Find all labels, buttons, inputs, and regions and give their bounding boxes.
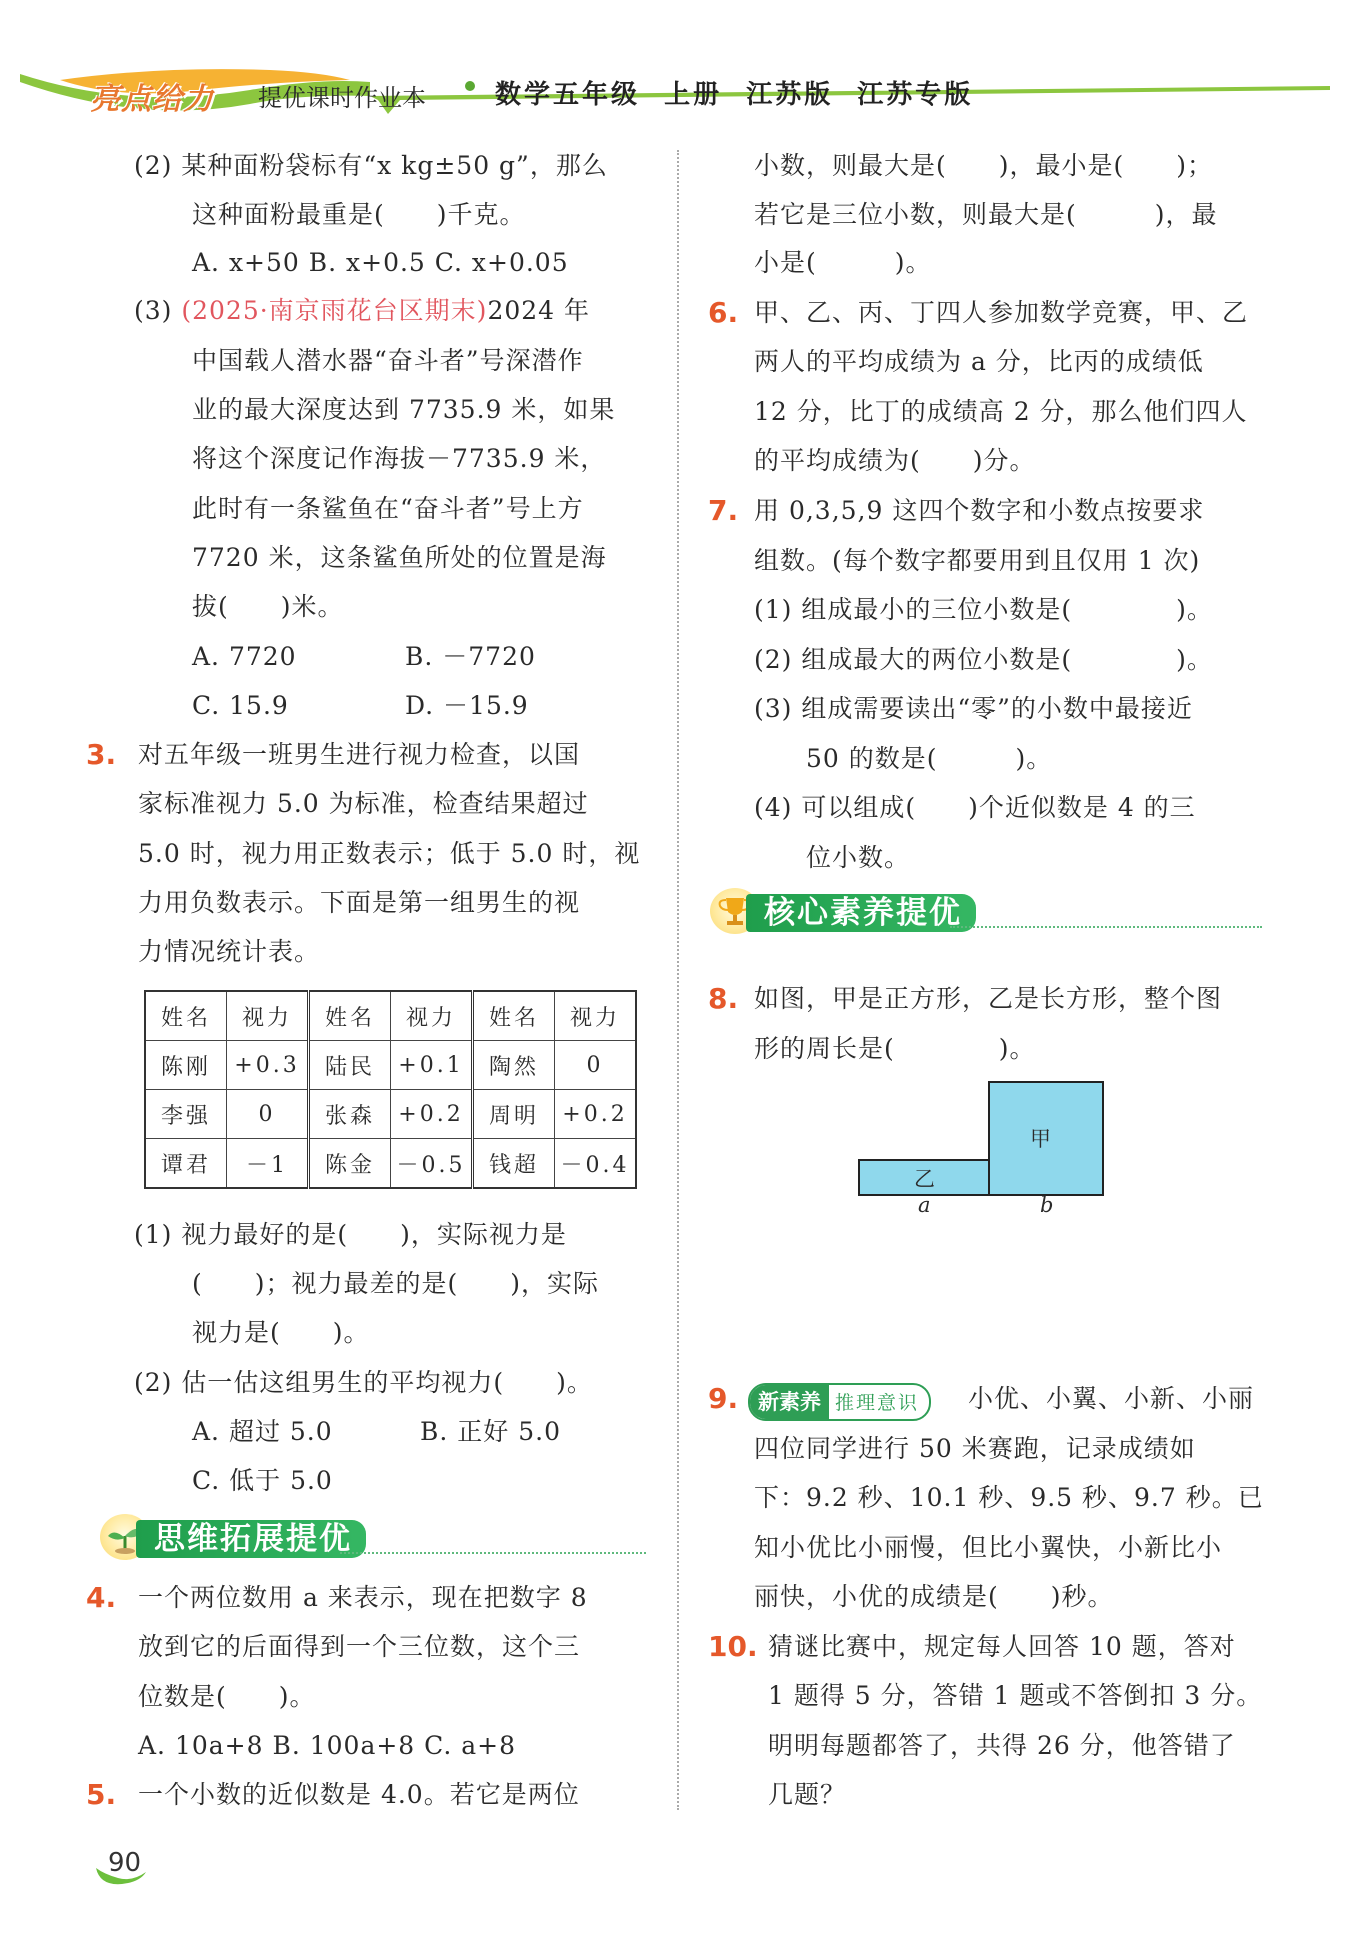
q3-number: 3. xyxy=(86,738,117,771)
q6-line1: 甲、乙、丙、丁四人参加数学竞赛，甲、乙 xyxy=(754,298,1249,327)
q3-option-a: A. 超过 5.0 xyxy=(192,1417,333,1446)
table-cell: 李强 xyxy=(145,1090,227,1139)
q2-3-option-a: A. 7720 xyxy=(192,642,297,671)
q2-3-source-tag: (2025·南京雨花台区期末) xyxy=(181,296,488,325)
q3-line4: 力用负数表示。下面是第一组男生的视 xyxy=(138,888,581,917)
section-title: 思维拓展提优 xyxy=(136,1520,366,1558)
table-cell: 陈金 xyxy=(309,1139,391,1189)
q2-3-line1 xyxy=(134,296,590,326)
table-row xyxy=(145,1090,636,1139)
banner-dotted-line xyxy=(950,926,1262,928)
q7-sub2: (2) 组成最大的两位小数是( )。 xyxy=(754,645,1213,674)
q8-line1: 如图，甲是正方形，乙是长方形，整个图 xyxy=(754,984,1223,1013)
q3-option-b: B. 正好 5.0 xyxy=(420,1417,561,1446)
table-cell: +0.2 xyxy=(391,1090,473,1139)
badge-main-text: 新素养 xyxy=(750,1385,829,1419)
table-header-row xyxy=(145,991,636,1041)
q7-line1: 用 0,3,5,9 这四个数字和小数点按要求 xyxy=(754,496,1205,525)
brand-logo-text: 亮点给力 xyxy=(90,82,214,117)
q10-line3: 明明每题都答了，共得 26 分，他答错了 xyxy=(768,1731,1236,1760)
section-banner-core xyxy=(710,888,1260,936)
q2-3-line3: 业的最大深度达到 7735.9 米，如果 xyxy=(192,395,616,424)
table-cell: +0.2 xyxy=(555,1090,637,1139)
q10-line1: 猜谜比赛中，规定每人回答 10 题，答对 xyxy=(768,1632,1236,1661)
q6-line2: 两人的平均成绩为 a 分，比丙的成绩低 xyxy=(754,347,1204,376)
q2-3-line2: 中国载人潜水器“奋斗者”号深潜作 xyxy=(192,346,584,375)
q9-line4: 知小优比小丽慢，但比小翼快，小新比小 xyxy=(754,1533,1223,1562)
q2-3-line6: 7720 米，这条鲨鱼所处的位置是海 xyxy=(192,543,607,572)
page-header xyxy=(20,60,1330,130)
table-header-cell: 视力 xyxy=(555,991,637,1041)
table-cell: －0.5 xyxy=(391,1139,473,1189)
q2-3-line7: 拔( )米。 xyxy=(192,592,344,621)
table-header-cell: 姓名 xyxy=(309,991,391,1041)
table-cell: －0.4 xyxy=(555,1139,637,1189)
label-yi: 乙 xyxy=(914,1167,935,1191)
series-subtitle: 提优课时作业本 xyxy=(258,84,426,112)
table-cell: 周明 xyxy=(473,1090,555,1139)
q6-number: 6. xyxy=(708,296,739,329)
q3-line2: 家标准视力 5.0 为标准，检查结果超过 xyxy=(138,789,589,818)
q9-number: 9. xyxy=(708,1382,739,1415)
table-cell: 0 xyxy=(227,1090,309,1139)
q8-number: 8. xyxy=(708,982,739,1015)
q4-number: 4. xyxy=(86,1581,117,1614)
q3-line5: 力情况统计表。 xyxy=(138,937,321,966)
label-b: b xyxy=(1040,1193,1054,1217)
q2-3-prefix: (3) xyxy=(134,296,182,325)
q2-2-stem-line2: 这种面粉最重是( )千克。 xyxy=(192,200,526,229)
q2-3-option-d: D. －15.9 xyxy=(405,691,529,720)
q3-sub2: (2) 估一估这组男生的平均视力( )。 xyxy=(134,1368,593,1397)
q4-options: A. 10a+8 B. 100a+8 C. a+8 xyxy=(138,1731,517,1760)
q7-line2: 组数。(每个数字都要用到且仅用 1 次) xyxy=(754,546,1201,575)
column-divider xyxy=(677,150,679,1810)
q10-line2: 1 题得 5 分，答错 1 题或不答倒扣 3 分。 xyxy=(768,1681,1263,1710)
label-jia: 甲 xyxy=(1030,1127,1051,1151)
section-title: 核心素养提优 xyxy=(746,894,976,932)
q2-3-line5: 此时有一条鲨鱼在“奋斗者”号上方 xyxy=(192,494,584,523)
q3-sub1-line3: 视力是( )。 xyxy=(192,1318,370,1347)
table-row xyxy=(145,1041,636,1090)
q3-line1: 对五年级一班男生进行视力检查，以国 xyxy=(138,740,581,769)
table-cell: +0.1 xyxy=(391,1041,473,1090)
table-header-cell: 视力 xyxy=(391,991,473,1041)
q4-line1: 一个两位数用 a 来表示，现在把数字 8 xyxy=(138,1583,588,1612)
table-cell: 陆民 xyxy=(309,1041,391,1090)
q9-line3: 下：9.2 秒、10.1 秒、9.5 秒、9.7 秒。已 xyxy=(754,1483,1264,1512)
q6-line3: 12 分，比丁的成绩高 2 分，那么他们四人 xyxy=(754,397,1248,426)
table-header-cell: 姓名 xyxy=(473,991,555,1041)
new-literacy-badge xyxy=(748,1383,931,1421)
table-header-cell: 姓名 xyxy=(145,991,227,1041)
q3-line3: 5.0 时，视力用正数表示；低于 5.0 时，视 xyxy=(138,839,641,868)
q2-3-line4: 将这个深度记作海拔－7735.9 米， xyxy=(192,444,607,473)
table-row xyxy=(145,1139,636,1189)
q9-line1: 小优、小翼、小新、小丽 xyxy=(968,1384,1255,1413)
section-banner-thinking xyxy=(100,1514,648,1562)
q5-line1: 一个小数的近似数是 4.0。若它是两位 xyxy=(138,1780,580,1809)
q5-line2: 小数，则最大是( )，最小是( )； xyxy=(754,151,1214,180)
q8-figure xyxy=(858,1081,1128,1217)
vision-table xyxy=(144,990,637,1189)
table-cell: 张森 xyxy=(309,1090,391,1139)
q4-line3: 位数是( )。 xyxy=(138,1682,316,1711)
q6-line4: 的平均成绩为( )分。 xyxy=(754,446,1036,475)
table-cell: 陶然 xyxy=(473,1041,555,1090)
q2-2-stem-line1: (2) 某种面粉袋标有“x kg±50 g”，那么 xyxy=(134,151,608,180)
q7-sub3-line1: (3) 组成需要读出“零”的小数中最接近 xyxy=(754,694,1193,723)
q7-sub4-line1: (4) 可以组成( )个近似数是 4 的三 xyxy=(754,793,1196,822)
q10-number: 10. xyxy=(708,1630,758,1663)
q7-number: 7. xyxy=(708,494,739,527)
q5-number: 5. xyxy=(86,1778,117,1811)
q4-line2: 放到它的后面得到一个三位数，这个三 xyxy=(138,1632,581,1661)
table-cell: 钱超 xyxy=(473,1139,555,1189)
q2-3-option-b: B. －7720 xyxy=(405,642,536,671)
book-info: 数学五年级 上册 江苏版 江苏专版 xyxy=(495,80,974,110)
q8-line2: 形的周长是( )。 xyxy=(754,1034,1036,1063)
page-number: 90 xyxy=(108,1848,142,1878)
q10-line4: 几题？ xyxy=(768,1780,847,1809)
table-cell: 0 xyxy=(555,1041,637,1090)
table-cell: －1 xyxy=(227,1139,309,1189)
q2-3-option-c: C. 15.9 xyxy=(192,691,289,720)
q2-3-line1-rest: 2024 年 xyxy=(487,296,591,325)
q3-option-c: C. 低于 5.0 xyxy=(192,1466,333,1495)
q3-sub1-line2: ( )；视力最差的是( )，实际 xyxy=(192,1269,600,1298)
q9-line5: 丽快，小优的成绩是( )秒。 xyxy=(754,1582,1114,1611)
q7-sub4-line2: 位小数。 xyxy=(806,843,911,872)
q5-line4: 小是( )。 xyxy=(754,248,932,277)
q5-line3: 若它是三位小数，则最大是( )，最 xyxy=(754,200,1218,229)
table-cell: 陈刚 xyxy=(145,1041,227,1090)
q3-sub1-line1: (1) 视力最好的是( )，实际视力是 xyxy=(134,1220,567,1249)
q7-sub3-line2: 50 的数是( )。 xyxy=(806,744,1053,773)
badge-sub-text: 推理意识 xyxy=(835,1392,920,1414)
label-a: a xyxy=(918,1193,931,1217)
table-cell: +0.3 xyxy=(227,1041,309,1090)
q2-2-options: A. x+50 B. x+0.5 C. x+0.05 xyxy=(192,248,569,277)
q7-sub1: (1) 组成最小的三位小数是( )。 xyxy=(754,595,1213,624)
table-header-cell: 视力 xyxy=(227,991,309,1041)
q9-line2: 四位同学进行 50 米赛跑，记录成绩如 xyxy=(754,1434,1196,1463)
table-cell: 谭君 xyxy=(145,1139,227,1189)
banner-dotted-line xyxy=(340,1552,646,1554)
